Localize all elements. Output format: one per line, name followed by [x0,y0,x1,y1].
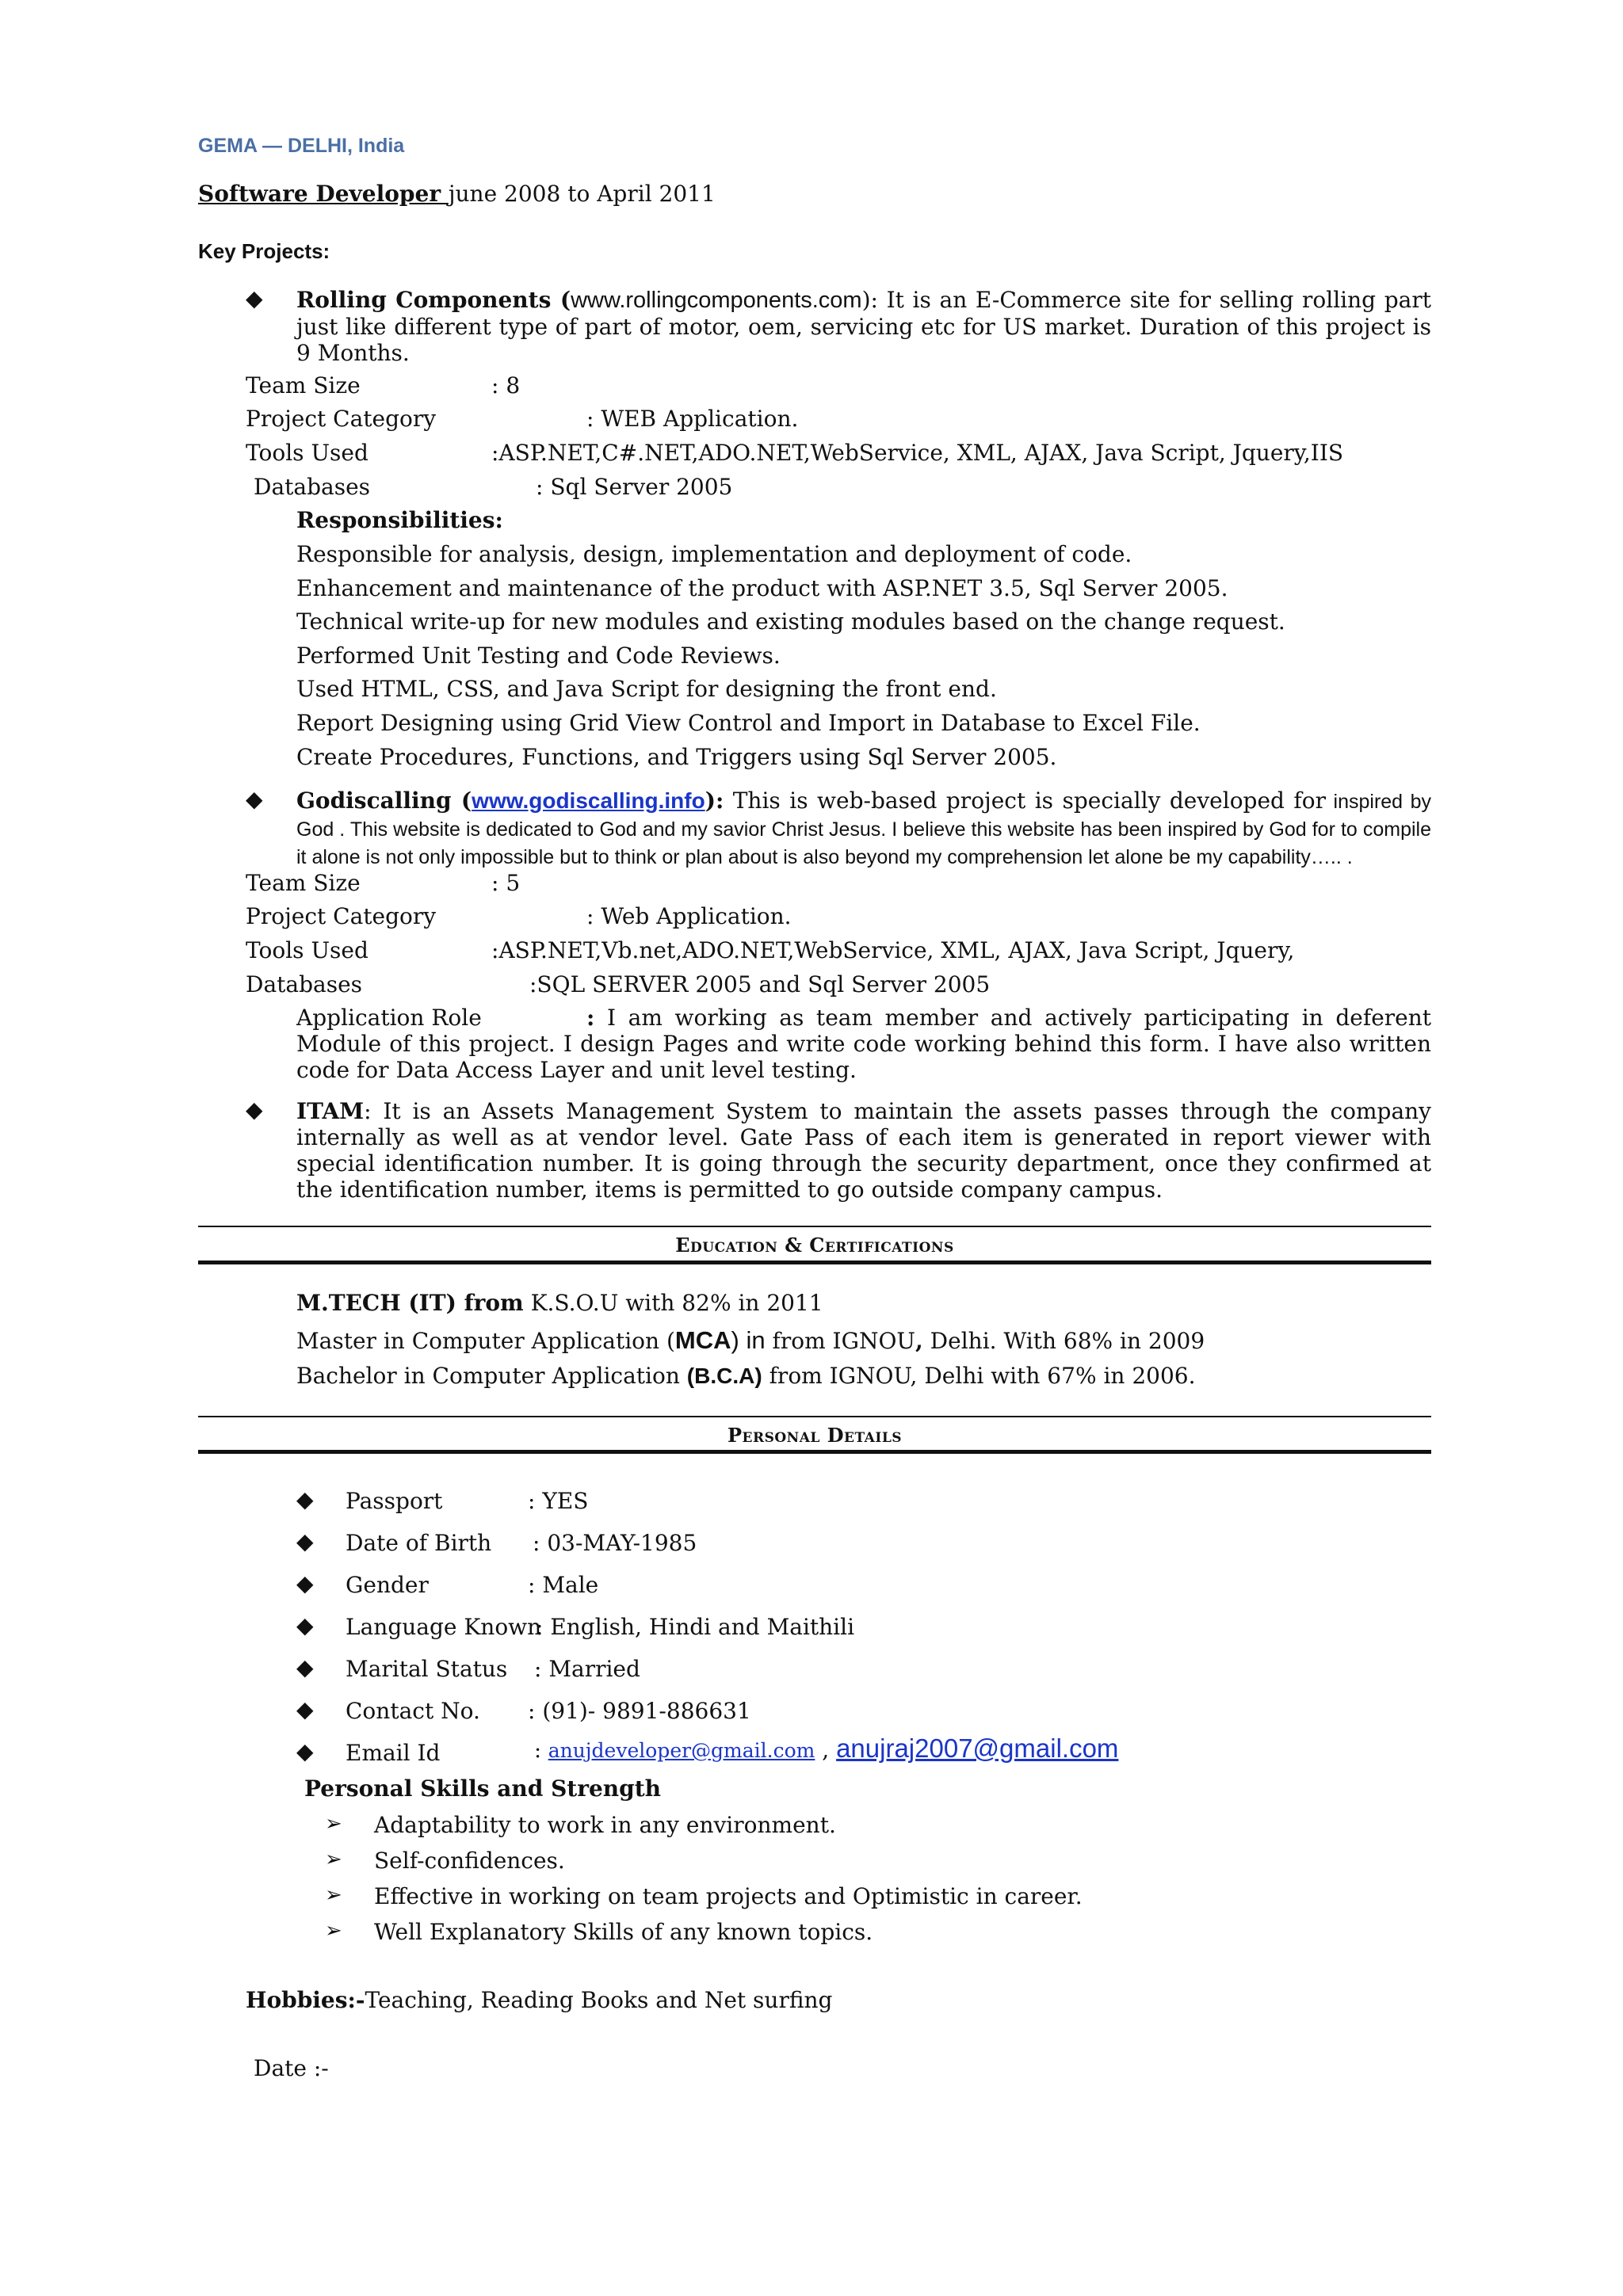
project-godiscalling [296,788,1431,871]
responsibility-item: Used HTML, CSS, and Java Script for designing the front end. [296,676,997,702]
email-label: Email Id [346,1740,441,1766]
personal-value: : 03-MAY-1985 [533,1530,697,1556]
diamond-bullet-icon: ◆ [296,1738,314,1764]
project-description-continued: inspired by God . This website is dedicated to God and my savior Christ Jesus. I believe this website has been inspired by God for to compile it alone is not only impossible but to think or plan about is also beyond my comprehension let alone be my capability….. . [296,791,1431,868]
tools-used-value: :ASP.NET,C#.NET,ADO.NET,WebService, XML, AJAX, Java Script, Jquery,IIS [491,440,1344,466]
arrow-bullet-icon: ➢ [325,1883,342,1907]
project-category-value: : Web Application. [586,903,792,929]
divider [198,1416,1431,1417]
application-role-label: Application Role [296,1005,482,1031]
arrow-bullet-icon: ➢ [325,1848,342,1871]
personal-value: : YES [528,1488,589,1514]
responsibility-item: Report Designing using Grid View Control and Import in Database to Excel File. [296,710,1201,736]
degree-in: ) in [731,1326,766,1354]
tools-used-label: Tools Used [246,937,369,963]
personal-value: : Married [534,1656,640,1682]
responsibility-item: Create Procedures, Functions, and Triggers using Sql Server 2005. [296,744,1057,770]
education-mtech [296,1290,823,1316]
personal-value: : English, Hindi and Maithili [536,1614,855,1640]
email-link[interactable]: anujraj2007@gmail.com [836,1733,1119,1763]
role-title: Software Developer [198,181,449,207]
project-description: ): It is an E-Commerce site for selling rolling part just like different type of part of motor, oem, servicing etc for US market. Duration of this project is 9 Months. [296,287,1431,366]
diamond-bullet-icon: ◆ [296,1570,314,1596]
skill-item: Effective in working on team projects and Optimistic in career. [374,1883,1083,1909]
role-period: june 2008 to April 2011 [448,181,716,207]
personal-label: Gender [346,1572,429,1598]
degree-detail: Delhi. With 68% in 2009 [922,1328,1205,1354]
date-label: Date :- [254,2055,329,2081]
project-category-label: Project Category [246,406,437,432]
degree-comma: , [915,1328,923,1354]
degree-name: Master in Computer Application ( [296,1328,675,1354]
personal-label: Language Known [346,1614,542,1640]
team-size-label: Team Size [246,870,361,896]
education-mca [296,1326,1205,1355]
diamond-bullet-icon: ◆ [296,1528,314,1554]
responsibilities-heading: Responsibilities: [296,507,503,533]
arrow-bullet-icon: ➢ [325,1919,342,1943]
degree-abbr: (B.C.A) [686,1363,762,1388]
personal-label: Passport [346,1488,443,1514]
databases-value: : Sql Server 2005 [536,474,733,500]
responsibility-item: Responsible for analysis, design, implementation and deployment of code. [296,541,1132,567]
diamond-bullet-icon: ◆ [296,1486,314,1512]
project-itam [296,1098,1431,1203]
team-size-label: Team Size [246,372,361,399]
skills-heading: Personal Skills and Strength [304,1775,662,1802]
personal-section-title: Personal Details [727,1424,903,1447]
degree-detail: K.S.O.U with 82% in 2011 [523,1290,823,1316]
personal-value: : (91)- 9891-886631 [528,1698,751,1724]
project-url-link[interactable]: www.godiscalling.info [472,788,705,813]
education-bca [296,1363,1196,1389]
job-role [198,181,716,207]
personal-label: Contact No. [346,1698,480,1724]
project-name: Godiscalling ( [296,788,472,814]
project-name-end: ): [705,788,724,814]
project-url: www.rollingcomponents.com [571,288,862,313]
education-section-title: Education & Certifications [675,1234,954,1257]
project-description: This is web-based project is specially developed for [724,788,1327,814]
project-category-label: Project Category [246,903,437,929]
team-size-value: : 5 [491,870,521,896]
application-role [296,1005,1431,1083]
diamond-bullet-icon: ◆ [296,1696,314,1722]
personal-value: : Male [528,1572,599,1598]
degree-abbr: MCA [674,1326,731,1354]
hobbies [246,1987,832,2013]
project-description: : It is an Assets Management System to maintain the assets passes through the company internally as well as at vendor level. Gate Pass of each item is generated in report viewer with special identification number. It is going through the security department, once they confirmed at the identification number, items is permitted to go outside company campus. [296,1098,1431,1203]
project-category-value: : WEB Application. [586,406,799,432]
tools-used-value: :ASP.NET,Vb.net,ADO.NET,WebService, XML, AJAX, Java Script, Jquery, [491,937,1295,963]
project-name: Rolling Components ( [296,287,571,313]
skill-item: Well Explanatory Skills of any known topics. [374,1919,873,1945]
hobbies-label: Hobbies:- [246,1987,365,2013]
degree-name: Bachelor in Computer Application [296,1363,687,1389]
email-separator: , [815,1737,837,1763]
divider [198,1261,1431,1264]
email-values [534,1733,1118,1764]
diamond-bullet-icon: ◆ [246,1097,263,1123]
key-projects-heading: Key Projects: [198,239,330,263]
tools-used-label: Tools Used [246,440,369,466]
responsibility-item: Performed Unit Testing and Code Reviews. [296,643,781,669]
divider [198,1226,1431,1227]
diamond-bullet-icon: ◆ [296,1654,314,1680]
application-role-colon: : [586,1005,595,1031]
email-colon: : [534,1738,548,1763]
hobbies-text: Teaching, Reading Books and Net surfing [365,1987,833,2013]
arrow-bullet-icon: ➢ [325,1812,342,1836]
personal-label: Date of Birth [346,1530,492,1556]
databases-value: :SQL SERVER 2005 and Sql Server 2005 [529,971,991,997]
diamond-bullet-icon: ◆ [296,1612,314,1638]
company-heading: GEMA — DELHI, India [198,135,405,157]
project-name: ITAM [296,1098,365,1124]
project-rolling-components [296,287,1431,366]
degree-detail: from IGNOU, Delhi with 67% in 2006. [762,1363,1196,1389]
databases-label: Databases [254,474,371,500]
databases-label: Databases [246,971,363,997]
email-link[interactable]: anujdeveloper@gmail.com [548,1739,815,1762]
application-role-text: I am working as team member and actively participating in deferent Module of this project. I design Pages and write code working behind this form. I have also written code for Data Access Layer and unit level testing. [296,1005,1431,1083]
personal-label: Marital Status [346,1656,508,1682]
skill-item: Self-confidences. [374,1848,565,1874]
responsibility-item: Technical write-up for new modules and existing modules based on the change request. [296,608,1285,635]
team-size-value: : 8 [491,372,521,399]
diamond-bullet-icon: ◆ [246,786,263,812]
responsibility-item: Enhancement and maintenance of the product with ASP.NET 3.5, Sql Server 2005. [296,575,1228,601]
degree-institute: from IGNOU [765,1328,916,1354]
skill-item: Adaptability to work in any environment. [374,1812,836,1838]
degree-name: M.TECH (IT) from [296,1290,524,1316]
diamond-bullet-icon: ◆ [246,285,263,311]
divider [198,1450,1431,1454]
